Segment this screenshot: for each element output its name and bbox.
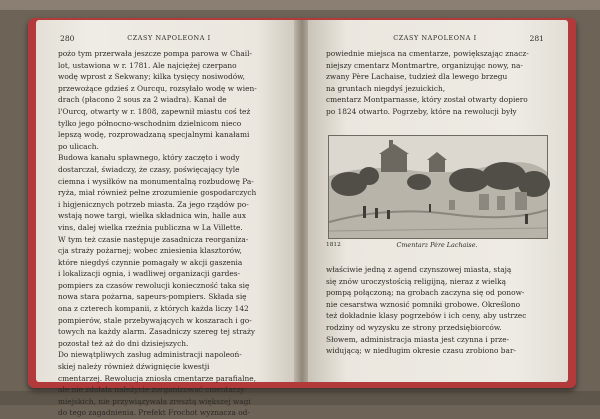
text-line: po 1824 otwarto. Pogrzeby, które na rewolucji były <box>326 106 517 116</box>
left-page-body <box>58 48 276 419</box>
text-line: cmentarz Montparnasse, który został otwarty dopiero <box>326 95 528 105</box>
figure-caption: Cmentarz Père Lachaise. <box>396 241 478 249</box>
text-line: towych na każdy alarm. Zasadniczy szereg tej straży <box>58 327 256 337</box>
text-line: rodziny od wyzysku ze strony przedsiębiorców. <box>326 322 502 332</box>
text-line: W tym też czasie następuje zasadnicza reorganiza- <box>58 234 249 244</box>
left-page-header <box>60 34 278 44</box>
text-line: ale nie zdołała należycie zorganizować cmentarzy <box>58 385 245 395</box>
text-line: vins, dalej wielka rzeźnia publiczna w La Villette. <box>58 222 243 232</box>
text-line: wodę wprost z Sekwany; kilka tysięcy nosiwodów, <box>58 72 245 82</box>
left-page-number: 280 <box>60 34 75 43</box>
text-line: Słowem, administracja miasta jest czynna i prze- <box>326 334 510 344</box>
text-line: tylko jego północno-wschodnim dzielnicom nieco <box>58 118 242 128</box>
text-line: skiej należy również dźwignięcie kwestji <box>58 362 210 372</box>
text-line: ryża, miał również pełne zrozumienie gospodarczych <box>58 188 257 198</box>
figure-number: 1812 <box>326 242 341 248</box>
open-book <box>28 14 576 418</box>
text-line: miejskich, nie przywiązywała zresztą większej wagi <box>58 396 251 406</box>
text-line: drach (płacono 2 sous za 2 wiadra). Kanał de <box>58 95 227 105</box>
text-line: które niegdyś czynnie pomagały w akcji gaszenia <box>58 257 243 267</box>
text-line: pompiers za czasów rewolucji konieczność taka się <box>58 280 250 290</box>
text-line: przewożące gdzieś z Ourcqu, rozsyłało wodę w wien- <box>58 83 257 93</box>
text-line: się znów uroczystością religijną, nieraz z wielką <box>326 276 506 286</box>
text-line: na gruntach niegdyś jezuickich, <box>326 83 446 93</box>
right-page <box>308 20 568 382</box>
text-line: widującą; w niedługim okresie czasu zrobiono bar- <box>326 346 516 356</box>
text-line: dostarczał, świadczy, że czasy, poświęcający tyle <box>58 164 240 174</box>
text-line: pompą połączoną; na grobach zaczyna się od ponow- <box>326 288 525 298</box>
text-line: też dokładnie klasy pogrzebów i ich ceny, aby ustrzec <box>326 311 527 321</box>
text-line: niejszy cmentarz Montmartre, organizując nowy, na- <box>326 60 523 70</box>
text-line: cja straży pożarnej; wobec zniesienia klasztorów, <box>58 246 242 256</box>
text-line: ona z czterech kompanii, z których każda liczy 142 <box>58 304 249 314</box>
right-page-body-bottom <box>326 264 548 357</box>
text-line: pożo tym przerwała jeszcze pompa parowa w Chail- <box>58 49 253 58</box>
text-line: powiednie miejsca na cmentarze, powiększając znacz- <box>326 49 529 58</box>
text-line: i higjenicznych potrzeb miasta. Za jego rządów po- <box>58 199 249 209</box>
text-line: po ulicach. <box>58 141 99 151</box>
text-line: zwany Père Lachaise, tudzież dla lewego brzegu <box>326 72 508 82</box>
right-page-body-top <box>326 48 548 118</box>
text-line: lot, ustawiona w r. 1781. Ale najciężej czerpano <box>58 60 237 70</box>
text-line: pompierów, stale przebywających w koszarach i go- <box>58 315 252 325</box>
text-line: l'Ourcq, otwarty w r. 1808, zapewnił miastu coś też <box>58 106 251 116</box>
text-line: ciemna i wysiłków na monumentalną rozbudowę Pa- <box>58 176 254 186</box>
cemetery-engraving <box>328 135 548 239</box>
text-line: cmentarzej. Rewolucja zniosła cmentarze parafialne, <box>58 373 256 383</box>
text-line: właściwie jedną z agend czynszowej miasta, stają <box>326 265 512 274</box>
right-page-number: 281 <box>529 34 544 43</box>
text-line: do tego zagadnienia. Prefekt Frochot wyznacza od- <box>58 408 250 418</box>
text-line: i lokalizacji ognia, i wadliwej organizacji gardes- <box>58 269 240 279</box>
right-running-head: CZASY NAPOLEONA I <box>393 34 477 42</box>
text-line: nie cesarstwa wznosić pomniki grobowe. Określono <box>326 299 521 309</box>
left-running-head: CZASY NAPOLEONA I <box>127 34 211 42</box>
text-line: wstają nowe targi, wielka składnica win, halle aux <box>58 211 247 221</box>
table-surface-top <box>0 0 600 10</box>
left-page <box>36 20 296 418</box>
text-line: Do niewątpliwych zasług administracji napoleoń- <box>58 350 242 360</box>
text-line: Budowa kanału spławnego, który zaczęto i wody <box>58 153 240 163</box>
text-line: nowa stara pożarna, sapeurs-pompiers. Składa się <box>58 292 247 302</box>
text-line: lepszą wodę, rozprowadzaną specjalnymi kanałami <box>58 130 250 140</box>
right-page-header <box>326 34 544 44</box>
text-line: pozostał też aż do dni dzisiejszych. <box>58 338 189 348</box>
